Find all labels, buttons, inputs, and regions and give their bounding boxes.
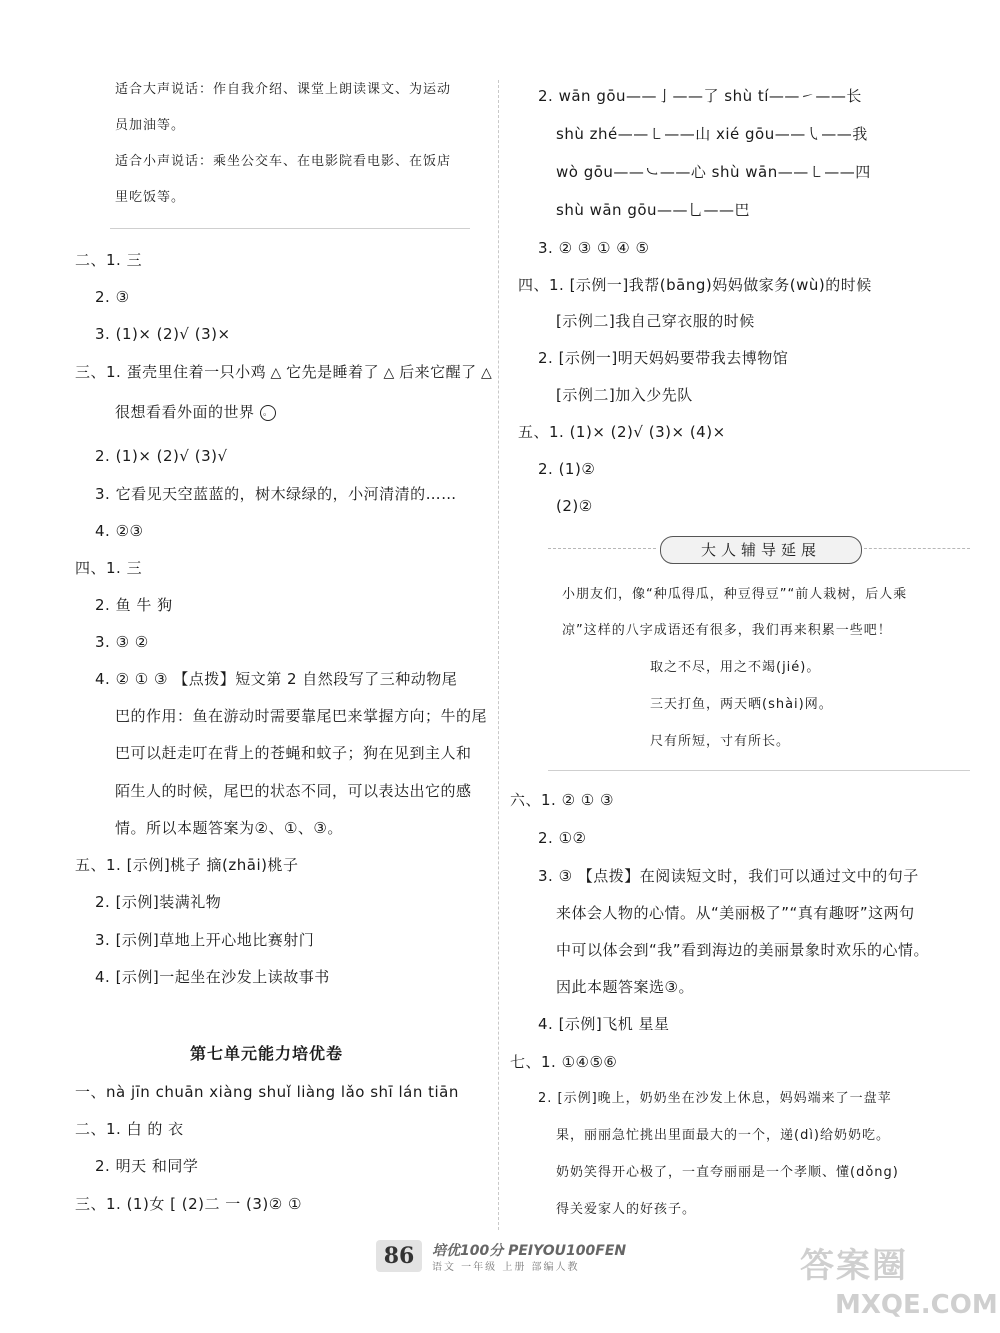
banner-dash [548, 548, 656, 549]
answer-r-liu-1: 六、1. ② ① ③ [510, 791, 614, 809]
answer-u-san-1: 三、1. (1)女 [ (2)二 一 (3)② ① [75, 1195, 302, 1213]
answer-u-er-1: 二、1. 白 的 衣 [75, 1120, 184, 1138]
stroke-line: shù zhé——㇄——山 xié gōu——㇂——我 [556, 125, 868, 143]
idiom-line: 取之不尽，用之不竭(jié)。 [650, 660, 821, 675]
text-line: 适合小声说话：乘坐公交车、在电影院看电影、在饭店 [115, 154, 452, 169]
text-line: 陌生人的时候，尾巴的状态不同，可以表达出它的感 [115, 782, 472, 800]
answer-si-1: 四、1. 三 [75, 559, 143, 577]
answer-er-3: 3. (1)× (2)√ (3)× [95, 325, 231, 343]
watermark: 答案圈 [800, 1246, 908, 1286]
text-line: 员加油等。 [115, 118, 186, 133]
column-divider [498, 80, 499, 1230]
answer-er-1: 二、1. 三 [75, 251, 143, 269]
text-line: 得关爱家人的好孩子。 [556, 1202, 697, 1217]
banner-title: 大人辅导延展 [660, 536, 862, 564]
banner-dash [864, 548, 970, 549]
text-line: 奶奶笑得开心极了，一直夸丽丽是一个孝顺、懂(dǒng) [556, 1165, 899, 1180]
answer-r-liu-3: 3. ③ 【点拨】在阅读短文时，我们可以通过文中的句子 [538, 867, 919, 885]
extension-text: 凉”这样的八字成语还有很多，我们再来积累一些吧！ [562, 623, 892, 638]
text-line: 巴的作用：鱼在游动时需要靠尾巴来掌握方向；牛的尾 [115, 707, 488, 725]
section-divider [110, 228, 470, 229]
triangle-mark: △ [480, 365, 493, 381]
brand-logo: 培优100分 PEIYOU100FEN [432, 1243, 627, 1259]
text-line: 来体会人物的心情。从“美丽极了”“真有趣呀”这两句 [556, 904, 915, 922]
answer-pinyin: 一、nà jīn chuān xiàng shuǐ liàng lǎo shī lán tiān [75, 1083, 459, 1101]
answer-r-si-1: 四、1. [示例一]我帮(bāng)妈妈做家务(wù)的时候 [518, 276, 872, 294]
answer-wu-4: 4. [示例]一起坐在沙发上读故事书 [95, 968, 330, 986]
answer-r-qi-1: 七、1. ①④⑤⑥ [510, 1053, 618, 1071]
text-line: 果，丽丽急忙挑出里面最大的一个，递(dì)给奶奶吃。 [556, 1128, 891, 1143]
idiom-line: 三天打鱼，两天晒(shài)网。 [650, 697, 833, 712]
answer-san-2: 2. (1)× (2)√ (3)√ [95, 447, 228, 465]
text-line: 情。所以本题答案为②、①、③。 [115, 819, 343, 837]
answer-wu-2: 2. [示例]装满礼物 [95, 893, 222, 911]
answer-san-4: 4. ②③ [95, 522, 144, 540]
text-line: (2)② [556, 497, 593, 515]
answer-si-2: 2. 鱼 牛 狗 [95, 596, 173, 614]
stroke-line: 2. wān gōu——亅——了 shù tí——㇀——长 [538, 87, 862, 105]
page-number: 86 [376, 1240, 422, 1272]
extension-banner [548, 536, 970, 562]
answer-r-wu-2: 2. (1)② [538, 460, 596, 478]
text-line: 适合大声说话：作自我介绍、课堂上朗读课文、为运动 [115, 82, 452, 97]
answer-r-qi-2: 2. [示例]晚上，奶奶坐在沙发上休息，妈妈端来了一盘苹 [538, 1091, 892, 1106]
text-line: 中可以体会到“我”看到海边的美丽景象时欢乐的心情。 [556, 941, 930, 959]
answer-san-1-cont: 很想看看外面的世界 。 [115, 402, 276, 422]
extension-text: 小朋友们，像“种瓜得瓜，种豆得豆”“前人栽树，后人乘 [562, 587, 908, 602]
text-line: [示例二]我自己穿衣服的时候 [556, 312, 755, 330]
answer-r-liu-2: 2. ①② [538, 829, 587, 847]
triangle-mark: △ [383, 365, 395, 381]
idiom-line: 尺有所短，寸有所长。 [650, 734, 791, 749]
stroke-line: wò gōu——㇃——心 shù wān——㇄——四 [556, 163, 871, 181]
answer-u-er-2: 2. 明天 和同学 [95, 1157, 199, 1175]
triangle-mark: △ [270, 365, 282, 381]
watermark-url: MXQE.COM [835, 1290, 998, 1320]
answer-r-liu-4: 4. [示例]飞机 星星 [538, 1015, 670, 1033]
answer-r-3: 3. ② ③ ① ④ ⑤ [538, 239, 650, 257]
answer-er-2: 2. ③ [95, 288, 130, 306]
answer-r-wu-1: 五、1. (1)× (2)√ (3)× (4)× [518, 423, 726, 441]
answer-san-1: 三、1. 蛋壳里住着一只小鸡 △ 它先是睡着了 △ 后来它醒了 △ [75, 362, 497, 383]
circle-mark: 。 [260, 405, 276, 421]
answer-r-si-2: 2. [示例一]明天妈妈要带我去博物馆 [538, 349, 789, 367]
answer-san-3: 3. 它看见天空蓝蓝的，树木绿绿的，小河清清的…… [95, 485, 457, 503]
text-line: 巴可以赶走叮在背上的苍蝇和蚊子；狗在见到主人和 [115, 744, 472, 762]
text-line: 里吃饭等。 [115, 190, 186, 205]
book-info: 语文 一年级 上册 部编人教 [432, 1262, 580, 1273]
answer-si-3: 3. ③ ② [95, 633, 149, 651]
text-line: [示例二]加入少先队 [556, 386, 693, 404]
text-line: 因此本题答案选③。 [556, 978, 694, 996]
unit-title: 第七单元能力培优卷 [190, 1044, 344, 1063]
answer-si-4: 4. ② ① ③ 【点拨】短文第 2 自然段写了三种动物尾 [95, 670, 458, 688]
section-divider [548, 770, 970, 771]
stroke-line: shù wān gōu——乚——巴 [556, 201, 751, 219]
answer-wu-3: 3. [示例]草地上开心地比赛射门 [95, 931, 315, 949]
answer-wu-1: 五、1. [示例]桃子 摘(zhāi)桃子 [75, 856, 299, 874]
